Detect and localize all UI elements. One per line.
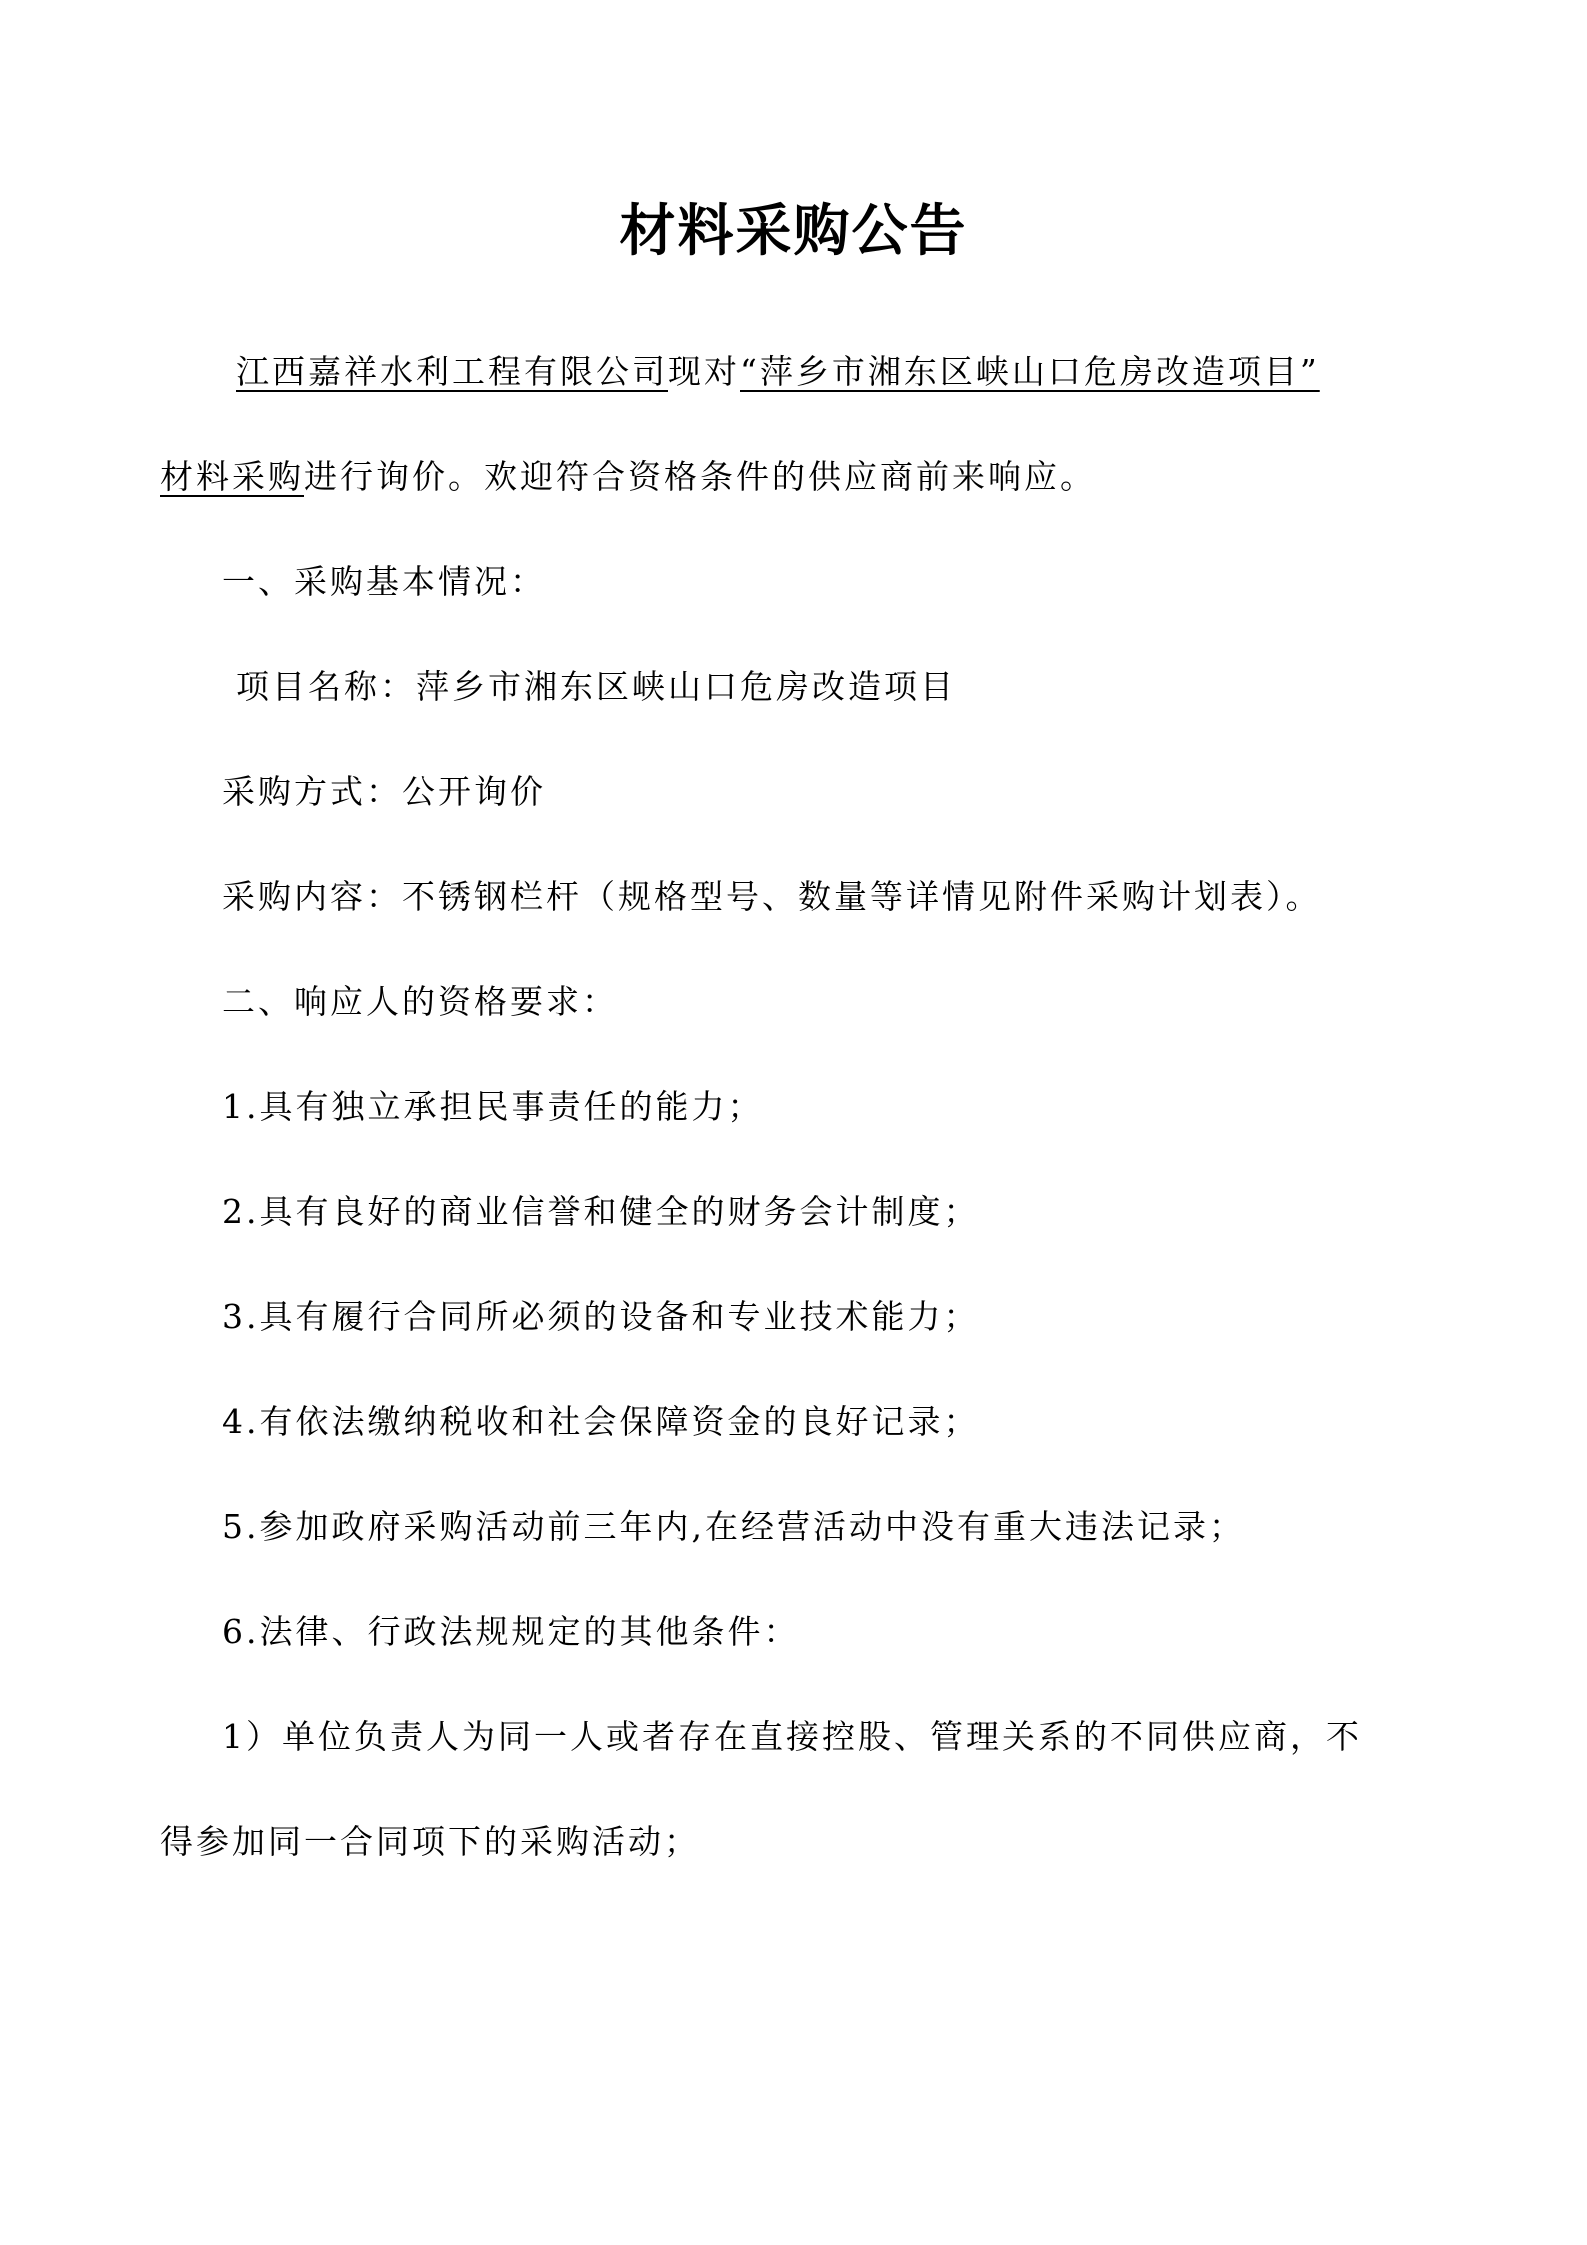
requirement-item-1: 1.具有独立承担民事责任的能力；: [222, 1087, 764, 1126]
section2-heading: 二、响应人的资格要求：: [222, 982, 618, 1021]
company-name: 江西嘉祥水利工程有限公司: [236, 352, 668, 391]
intro-text-1: 现对: [668, 352, 740, 391]
project-name-quoted: “萍乡市湘东区峡山口危房改造项目”: [740, 352, 1320, 391]
intro-line-1: [236, 347, 1320, 397]
requirement-item-2: 2.具有良好的商业信誉和健全的财务会计制度；: [222, 1192, 980, 1231]
procurement-method-line: 采购方式：公开询价: [222, 772, 546, 811]
sub-item-line-1: 1）单位负责人为同一人或者存在直接控股、管理关系的不同供应商，不: [222, 1717, 1362, 1756]
requirement-item-6: 6.法律、行政法规规定的其他条件：: [222, 1612, 800, 1651]
requirement-item-3: 3.具有履行合同所必须的设备和专业技术能力；: [222, 1297, 980, 1336]
procurement-item: 材料采购: [160, 457, 304, 496]
project-name-line: 项目名称：萍乡市湘东区峡山口危房改造项目: [236, 667, 956, 706]
sub-item-line-2: 得参加同一合同项下的采购活动；: [160, 1822, 700, 1861]
intro-text-2: 进行询价。欢迎符合资格条件的供应商前来响应。: [304, 457, 1096, 496]
section1-heading: 一、采购基本情况：: [222, 562, 546, 601]
requirement-item-5: 5.参加政府采购活动前三年内,在经营活动中没有重大违法记录；: [222, 1507, 1245, 1546]
requirement-item-4: 4.有依法缴纳税收和社会保障资金的良好记录；: [222, 1402, 980, 1441]
intro-line-2: [160, 452, 1096, 502]
procurement-content-line: 采购内容：不锈钢栏杆（规格型号、数量等详情见附件采购计划表）。: [222, 877, 1322, 916]
document-title: 材料采购公告: [619, 199, 968, 264]
